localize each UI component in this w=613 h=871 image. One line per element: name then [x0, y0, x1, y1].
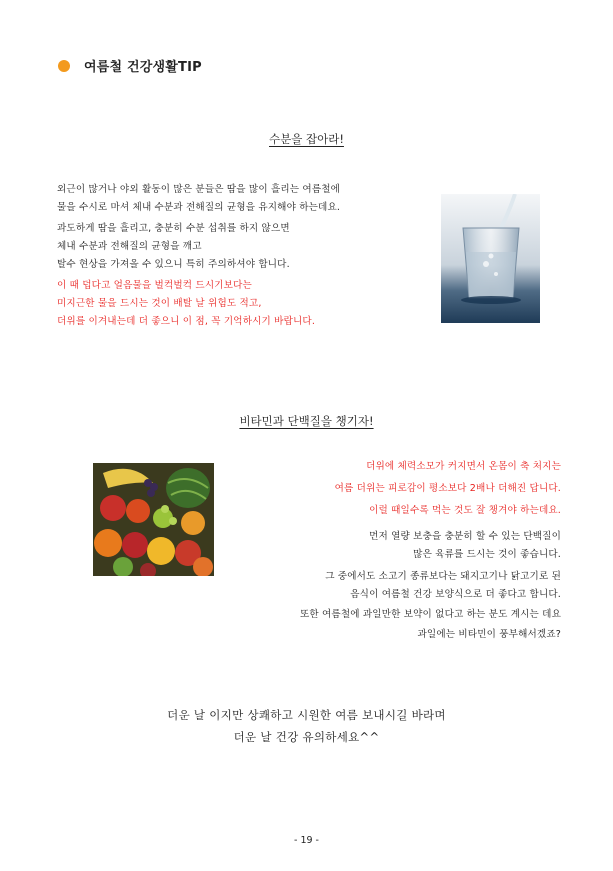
text-line: 탈수 현상을 가져올 수 있으니 특히 주의하셔야 합니다.	[57, 259, 290, 270]
closing-message	[0, 704, 613, 748]
page-title: 여름철 건강생활TIP	[84, 60, 202, 75]
orange-bullet-icon	[58, 60, 70, 72]
section1-body	[57, 181, 340, 331]
text-line-red: 여름 더위는 피로감이 평소보다 2배나 더해진 답니다.	[334, 483, 561, 494]
closing-line: 더운 날 건강 유의하세요^^	[233, 730, 380, 744]
text-line: 물을 수시로 마셔 체내 수분과 전해질의 균형을 유지해야 하는데요.	[57, 202, 341, 213]
section2-red-body	[335, 456, 561, 522]
text-line-red: 이 때 덥다고 얼음물을 벌컥벌컥 드시기보다는	[57, 280, 252, 291]
text-line-red: 이럴 때일수록 먹는 것도 잘 챙겨야 하는데요.	[369, 505, 561, 516]
section2-body	[300, 528, 561, 644]
text-line: 먼저 열량 보충을 충분히 할 수 있는 단백질이	[369, 531, 561, 542]
section-title-hydration: 수분을 잡아라!	[269, 132, 344, 146]
text-line-red: 미지근한 물을 드시는 것이 배탈 날 위험도 적고,	[57, 298, 262, 309]
text-line: 체내 수분과 전해질의 균형을 깨고	[57, 241, 202, 252]
water-glass-photo	[441, 194, 540, 323]
page-number: - 19 -	[294, 835, 319, 846]
fruit-basket-photo	[93, 463, 214, 576]
text-line: 그 중에서도 소고기 종류보다는 돼지고기나 닭고기로 된	[325, 571, 561, 582]
text-line: 많은 육류를 드시는 것이 좋습니다.	[413, 549, 561, 560]
text-line: 외근이 많거나 야외 활동이 많은 분들은 땀을 많이 흘리는 여름철에	[57, 184, 341, 195]
text-line: 또한 여름철에 과일만한 보약이 없다고 하는 분도 계시는 데요	[299, 609, 561, 620]
text-line: 과도하게 땀을 흘리고, 충분히 수분 섭취를 하지 않으면	[57, 223, 290, 234]
text-line-red: 더위에 체력소모가 커지면서 온몸이 축 처지는	[366, 461, 561, 472]
closing-line: 더운 날 이지만 상쾌하고 시원한 여름 보내시길 바라며	[167, 708, 446, 722]
page-header	[58, 56, 202, 75]
text-line-red: 더위를 이겨내는데 더 좋으니 이 점, 꼭 기억하시기 바랍니다.	[57, 316, 316, 327]
text-line: 과일에는 비타민이 풍부해서겠죠?	[417, 629, 561, 640]
section-title-vitamins: 비타민과 단백질을 챙기자!	[239, 414, 374, 428]
text-line: 음식이 여름철 건강 보양식으로 더 좋다고 합니다.	[350, 589, 561, 600]
